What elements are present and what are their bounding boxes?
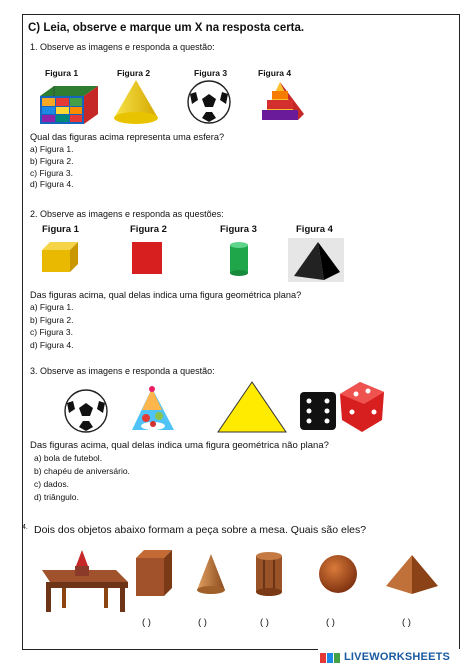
q3-option-a[interactable]: a) bola de futebol. [34,453,103,463]
wooden-cylinder-image [252,550,286,598]
liveworksheets-logo-icon [320,651,342,665]
q1-option-a[interactable]: a) Figura 1. [30,144,74,154]
wooden-sphere-image [316,552,360,596]
q2-option-c[interactable]: c) Figura 3. [30,327,73,337]
pyramid-stack-image [252,80,308,124]
q4-number: 4. [22,524,28,531]
q3-instruction: 3. Observe as imagens e responda a questão: [30,366,215,376]
q1-figure-label-3: Figura 3 [194,68,228,78]
q2-figure-label-4: Figura 4 [296,224,333,235]
q3-option-c[interactable]: c) dados. [34,479,69,489]
triangle-image [214,378,290,436]
green-cylinder-image [228,240,250,278]
q3-option-d[interactable]: d) triângulo. [34,492,79,502]
q2-option-a[interactable]: a) Figura 1. [30,302,74,312]
page-title: C) Leia, observe e marque um X na resposta certa. [28,22,305,34]
table-with-piece-image [32,548,132,616]
q2-figure-label-2: Figura 2 [130,224,167,235]
q1-question: Qual das figuras acima representa uma esfera? [30,132,225,142]
rubiks-cube-image [36,82,100,126]
q1-figure-label-4: Figura 4 [258,68,292,78]
answer-paren-1[interactable]: ( ) [142,617,151,628]
wooden-cube-image [132,548,176,600]
q4-question: Dois dos objetos abaixo formam a peça sobre a mesa. Quais são eles? [34,524,367,536]
answer-paren-4[interactable]: ( ) [326,617,335,628]
wooden-pyramid-image [382,552,442,596]
yellow-cube-image [38,240,82,274]
answer-paren-5[interactable]: ( ) [402,617,411,628]
answer-paren-3[interactable]: ( ) [260,617,269,628]
q2-instruction: 2. Observe as imagens e responda as questões: [30,209,224,219]
cone-image [110,78,162,126]
answer-paren-2[interactable]: ( ) [198,617,207,628]
black-pyramid-image [288,238,344,282]
q2-option-b[interactable]: b) Figura 2. [30,315,74,325]
liveworksheets-brand: LIVEWORKSHEETS [344,651,451,663]
q2-figure-label-3: Figura 3 [220,224,257,235]
q1-option-d[interactable]: d) Figura 4. [30,179,74,189]
q1-figure-label-2: Figura 2 [117,68,151,78]
q2-figure-label-1: Figura 1 [42,224,79,235]
dice-image [296,380,386,436]
q1-figure-label-1: Figura 1 [45,68,79,78]
q1-option-b[interactable]: b) Figura 2. [30,156,74,166]
q3-question: Das figuras acima, qual delas indica uma figura geométrica não plana? [30,440,329,451]
q2-option-d[interactable]: d) Figura 4. [30,340,74,350]
q2-question: Das figuras acima, qual delas indica uma figura geométrica plana? [30,290,302,300]
soccer-ball-image-2 [60,388,112,434]
wooden-cone-image [194,552,228,596]
liveworksheets-footer [318,649,470,667]
red-square-image [130,240,164,276]
birthday-hat-image [128,386,178,434]
soccer-ball-image [184,80,234,124]
q1-instruction: 1. Observe as imagens e responda a questão: [30,42,215,52]
q1-option-c[interactable]: c) Figura 3. [30,168,73,178]
q3-option-b[interactable]: b) chapéu de aniversário. [34,466,130,476]
